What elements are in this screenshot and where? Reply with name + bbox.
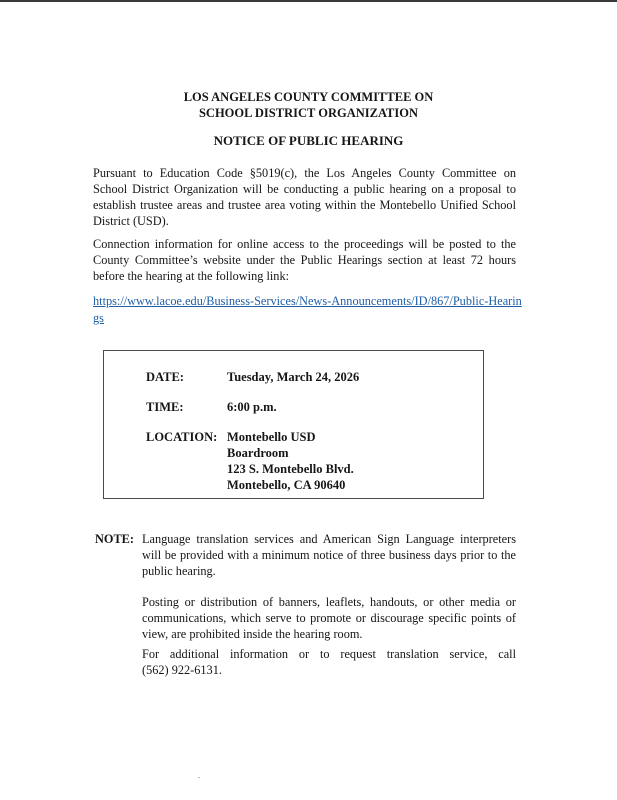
note-line: (562) 922-6131.: [142, 663, 222, 677]
note-line: will be provided with a minimum notice of three business days prior to the: [142, 548, 516, 562]
committee-name-line2: SCHOOL DISTRICT ORGANIZATION: [198, 106, 419, 120]
committee-name-line1: LOS ANGELES COUNTY COMMITTEE ON: [183, 90, 434, 104]
location-value: [227, 429, 354, 493]
note-posting-paragraph: [142, 594, 516, 642]
location-label: LOCATION:: [146, 430, 218, 444]
connection-line: Connection information for online access to the proceedings will be posted to the: [93, 237, 516, 251]
note-line: view, are prohibited inside the hearing room.: [142, 627, 363, 641]
location-line: Montebello, CA 90640: [227, 478, 346, 492]
intro-line: establish trustee areas and trustee area voting within the Montebello Unified School: [93, 198, 516, 212]
intro-line: School District Organization will be conducting a public hearing on a proposal to: [93, 182, 516, 196]
intro-line: Pursuant to Education Code §5019(c), the Los Angeles County Committee on: [93, 166, 516, 180]
note-line: communications, which serve to promote or discourage specific points of: [142, 611, 516, 625]
time-value: 6:00 p.m.: [227, 400, 277, 414]
time-label: TIME:: [146, 400, 184, 414]
note-line: public hearing.: [142, 564, 216, 578]
connection-paragraph: [93, 236, 516, 284]
note-line: Posting or distribution of banners, leaflets, handouts, or other media or: [142, 595, 516, 609]
intro-paragraph: [93, 165, 516, 229]
notice-title: NOTICE OF PUBLIC HEARING: [213, 133, 404, 148]
scan-speck: [198, 777, 200, 778]
note-line: For additional information or to request translation service, call: [142, 647, 516, 661]
note-line: Language translation services and American Sign Language interpreters: [142, 532, 516, 546]
location-line: 123 S. Montebello Blvd.: [227, 462, 354, 476]
date-label: DATE:: [146, 370, 184, 384]
note-label: NOTE:: [95, 532, 134, 546]
connection-line: County Committee’s website under the Public Hearings section at least 72 hours: [93, 253, 516, 267]
intro-line: District (USD).: [93, 214, 169, 228]
public-hearings-link[interactable]: https://www.lacoe.edu/Business-Services/News-Announcements/ID/867/Public-Hearings: [93, 294, 522, 325]
page-top-border: [0, 0, 617, 2]
note-translation-paragraph: [142, 531, 516, 579]
note-contact-paragraph: [142, 646, 516, 678]
location-line: Montebello USD: [227, 430, 316, 444]
date-value: Tuesday, March 24, 2026: [227, 370, 360, 384]
connection-line: before the hearing at the following link:: [93, 269, 290, 283]
location-line: Boardroom: [227, 446, 289, 460]
